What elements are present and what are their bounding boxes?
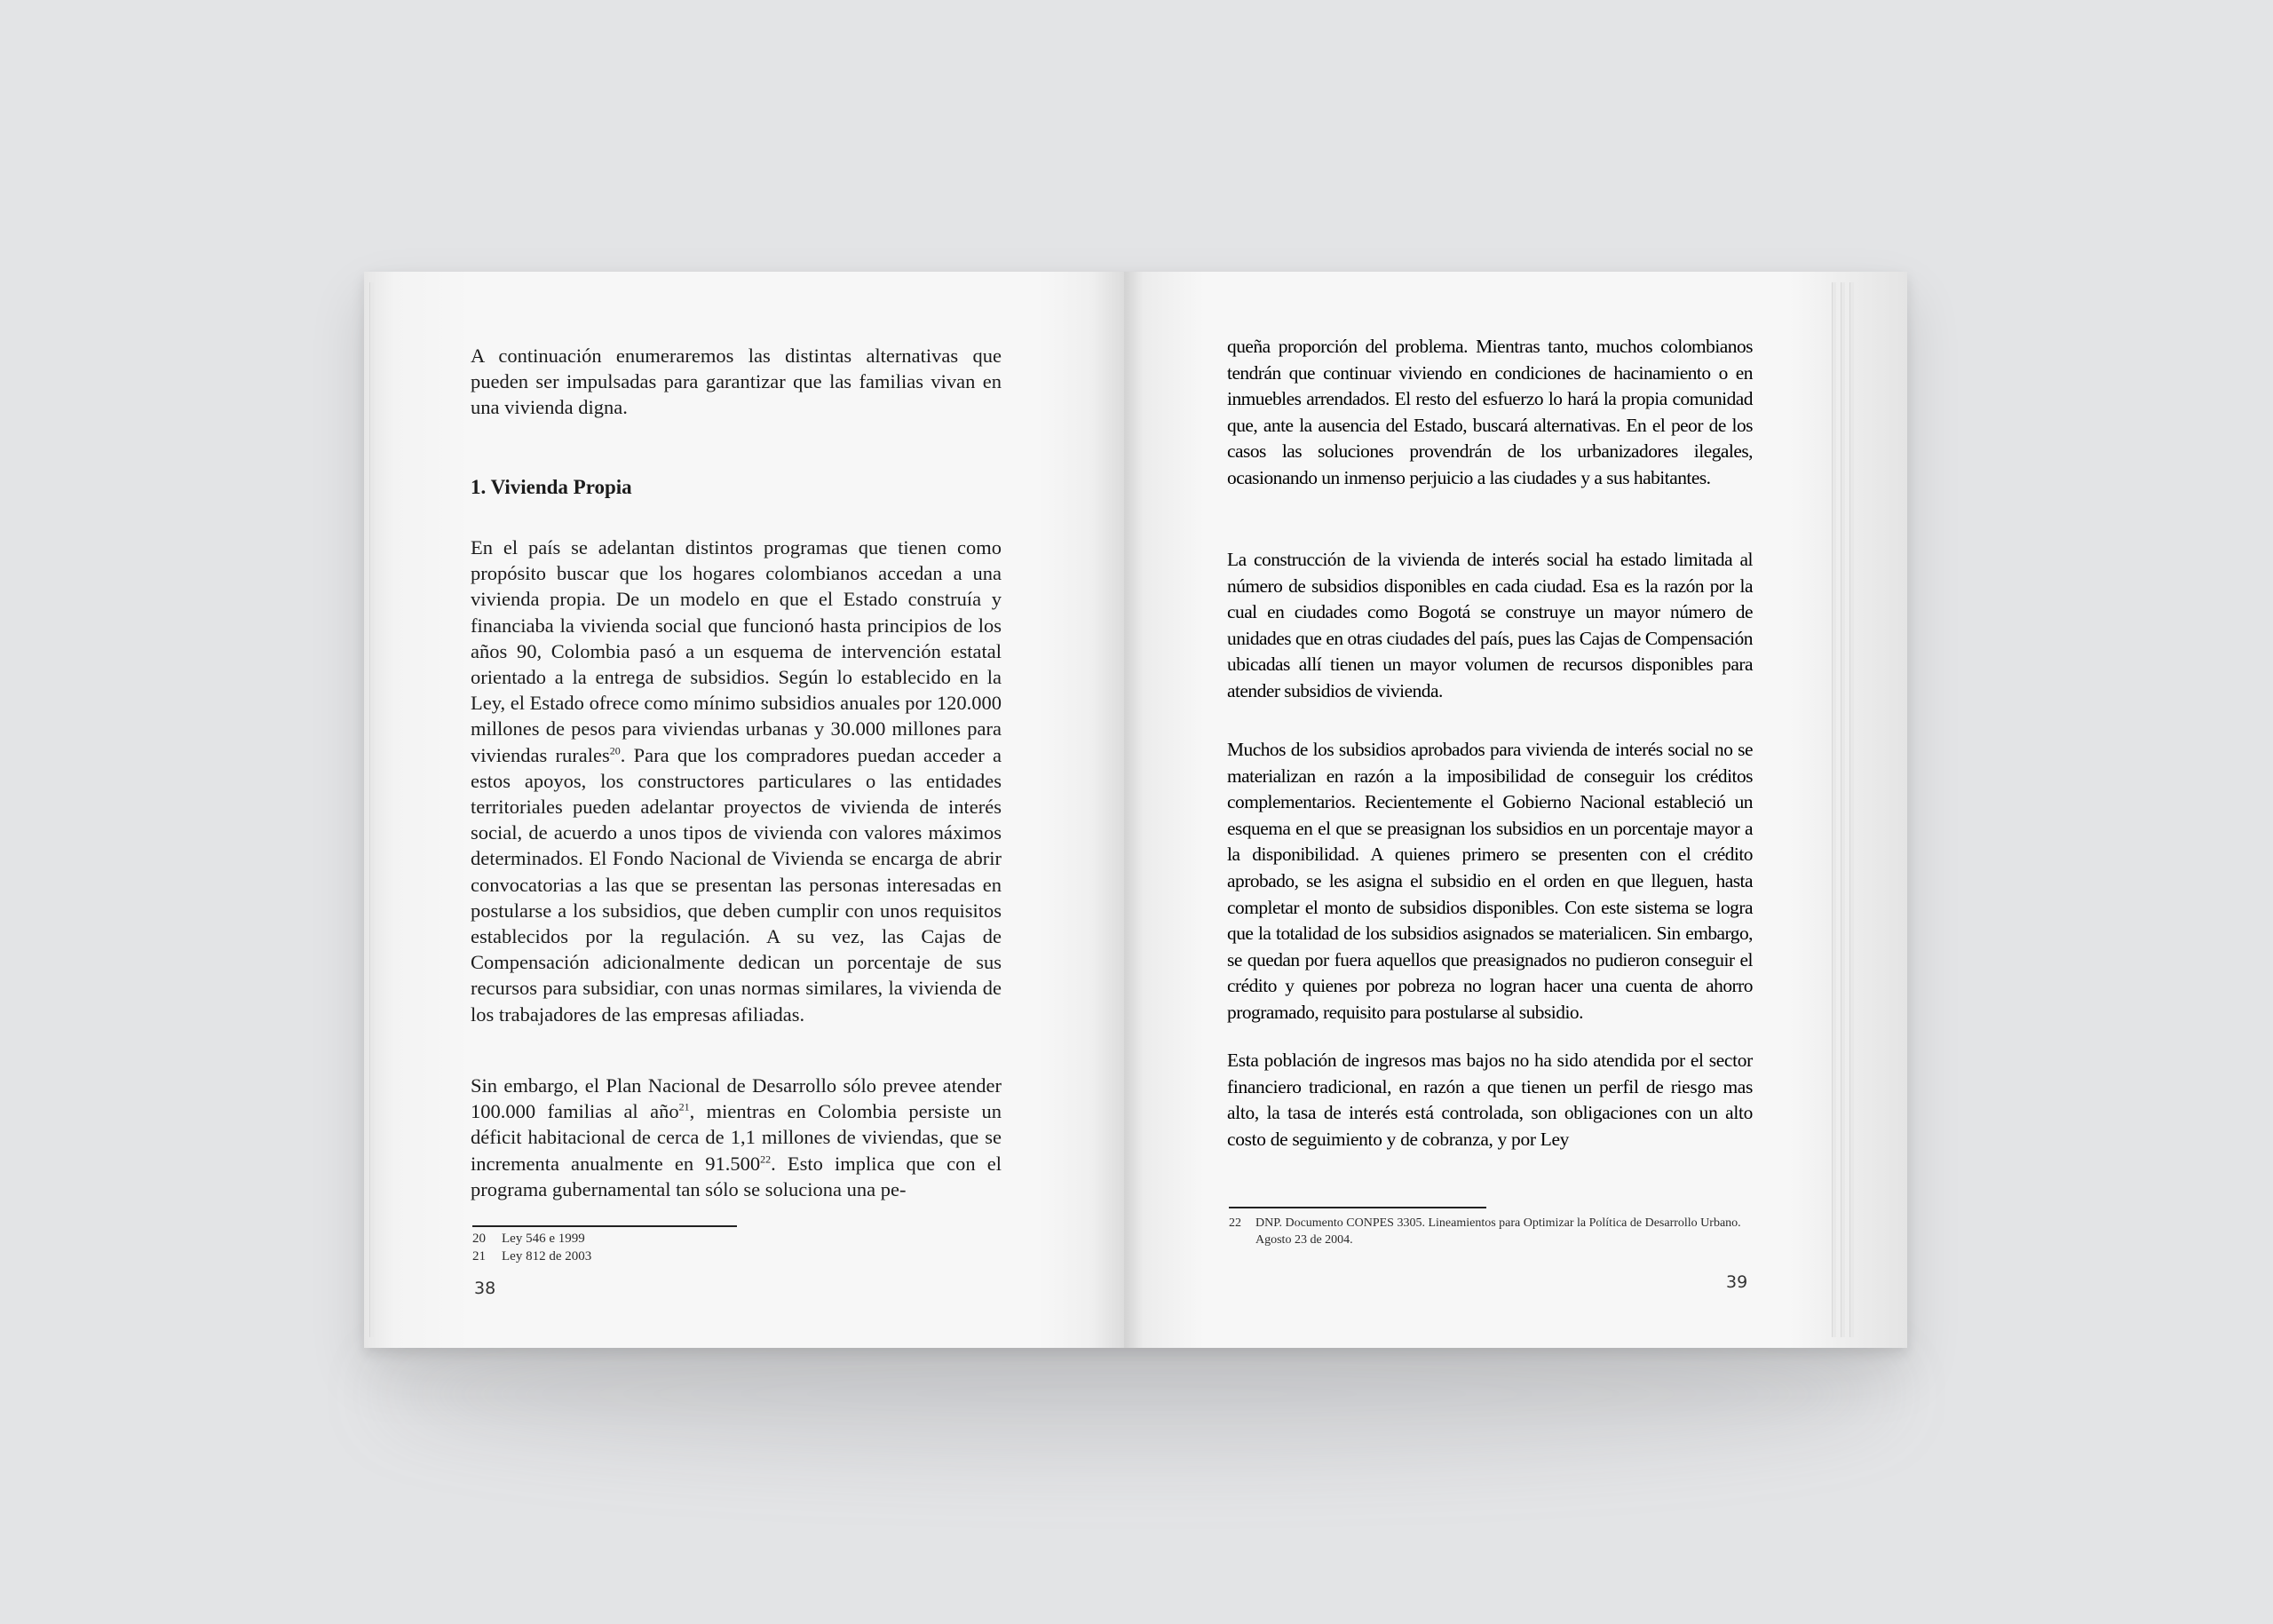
page-number: 39 [1726,1272,1748,1292]
intro-paragraph: A continuación enumeraremos las distintas alternativas que pueden ser impulsadas para garantizar que las familias vivan en una vivienda digna. [471,345,1002,419]
left-page [364,272,1124,1348]
paragraph-vivienda-propia [471,535,1002,1027]
right-page-content [1124,272,1907,1348]
paragraph-construccion: La construcción de la vivienda de interés social ha estado limitada al número de subsidios disponibles en cada ciudad. Esa es la razón por la cual en ciudades como Bogotá se construye un mayor número de unidades que en otras ciudades del país, pues las Cajas de Compensación ubicadas allí tienen un mayor volumen de recursos disponibles para atender subsidios de vivienda. [1227,549,1753,701]
footnote-rule [472,1225,737,1227]
paragraph-text: Sin embargo, el Plan Nacional de Desarrollo sólo prevee atender 100.000 familias al año [471,1074,1002,1123]
footnote-rule [1229,1207,1486,1208]
footnote-ref: 21 [678,1100,690,1113]
paragraph-text: En el país se adelantan distintos programas que tienen como propósito buscar que los hogares colombianos accedan a una vivienda propia. De un modelo en que el Estado construía y financiaba la vivienda social que funcionó hasta principios de los años 90, Colombia pasó a un esquema de intervención estatal orientado a la entrega de subsidios. Según lo establecido en la Ley, el Estado ofrece como mínimo subsidios anuales por 120.000 millones de pesos para viviendas urbanas y 30.000 millones para viviendas rurales [471,536,1002,766]
section-heading: 1. Vivienda Propia [471,476,632,498]
page-number: 38 [474,1279,496,1298]
paragraph-subsidios: Muchos de los subsidios aprobados para vivienda de interés social no se materializan en razón a la imposibilidad de conseguir los créditos complementarios. Recientemente el Gobierno Nacional estableció un esquema en el que se preasignan los subsidios en un porcentaje mayor a la disponibilidad. A quienes primero se presenten con el crédito aprobado, se les asigna el subsidio en el orden en que lleguen, hasta completar el monto de subsidios disponibles. Con este sistema se logra que la totalidad de los subsidios asignados se materialicen. Sin embargo, se quedan por fuera aquellos que preasignados no pudieron conseguir el crédito y quienes por pobreza no logran hacer una cuenta de ahorro programado, requisito para postularse al subsidio. [1227,739,1753,1023]
footnotes-left [472,1230,970,1265]
footnote-ref: 20 [609,744,621,757]
paragraph-text: . Esto implica que con el programa gubernamental tan sólo se soluciona una pe- [471,1152,1002,1200]
paragraph-plan-nacional [471,1073,1002,1202]
paragraph-poblacion: Esta población de ingresos mas bajos no ha sido atendida por el sector financiero tradicional, en razón a que tienen un perfil de riesgo mas alto, la tasa de interés está controlada, son obligaciones con un alto costo de seguimiento y de cobranza, y por Ley [1227,1050,1753,1150]
footnotes-right [1229,1215,1762,1248]
footnote-ref: 22 [760,1153,772,1166]
footnote-item: 22 DNP. Documento CONPES 3305. Lineamientos para Optimizar la Política de Desarrollo Urbano. Agosto 23 de 2004. [1229,1216,1741,1247]
paragraph-continuation: queña proporción del problema. Mientras tanto, muchos colombianos tendrán que continuar viviendo en condiciones de hacinamiento o en inmuebles arrendados. El resto del esfuerzo lo hará la propia comunidad que, ante la ausencia del Estado, buscará alternativas. En el peor de los casos las soluciones provendrán de los urbanizadores ilegales, ocasionando un inmenso perjuicio a las ciudades y a sus habitantes. [1227,336,1753,488]
paragraph-text: , mientras en Colombia persiste un déficit habitacional de cerca de 1,1 millones de viviendas, que se incrementa anualmente en 91.500 [471,1100,1002,1175]
paragraph-text: . Para que los compradores puedan acceder a estos apoyos, los constructores particulares o las entidades territoriales pueden adelantar proyectos de vivienda de interés social, de acuerdo a unos tipos de vivienda con valores máximos determinados. El Fondo Nacional de Vivienda se encarga de abrir convocatorias a las que se presentan las personas interesadas en postularse a los subsidios, que deben cumplir con unos requisitos establecidos por la regulación. A su vez, las Cajas de Compensación adicionalmente dedican un porcentaje de sus recursos para subsidiar, con unas normas similares, la vivienda de los trabajadores de las empresas afiliadas. [471,743,1002,1026]
page-edge [369,282,374,1337]
footnote-item: 20 Ley 546 e 1999 [472,1232,585,1246]
footnote-item: 21 Ley 812 de 2003 [472,1249,592,1264]
book-shadow [382,1332,1891,1456]
